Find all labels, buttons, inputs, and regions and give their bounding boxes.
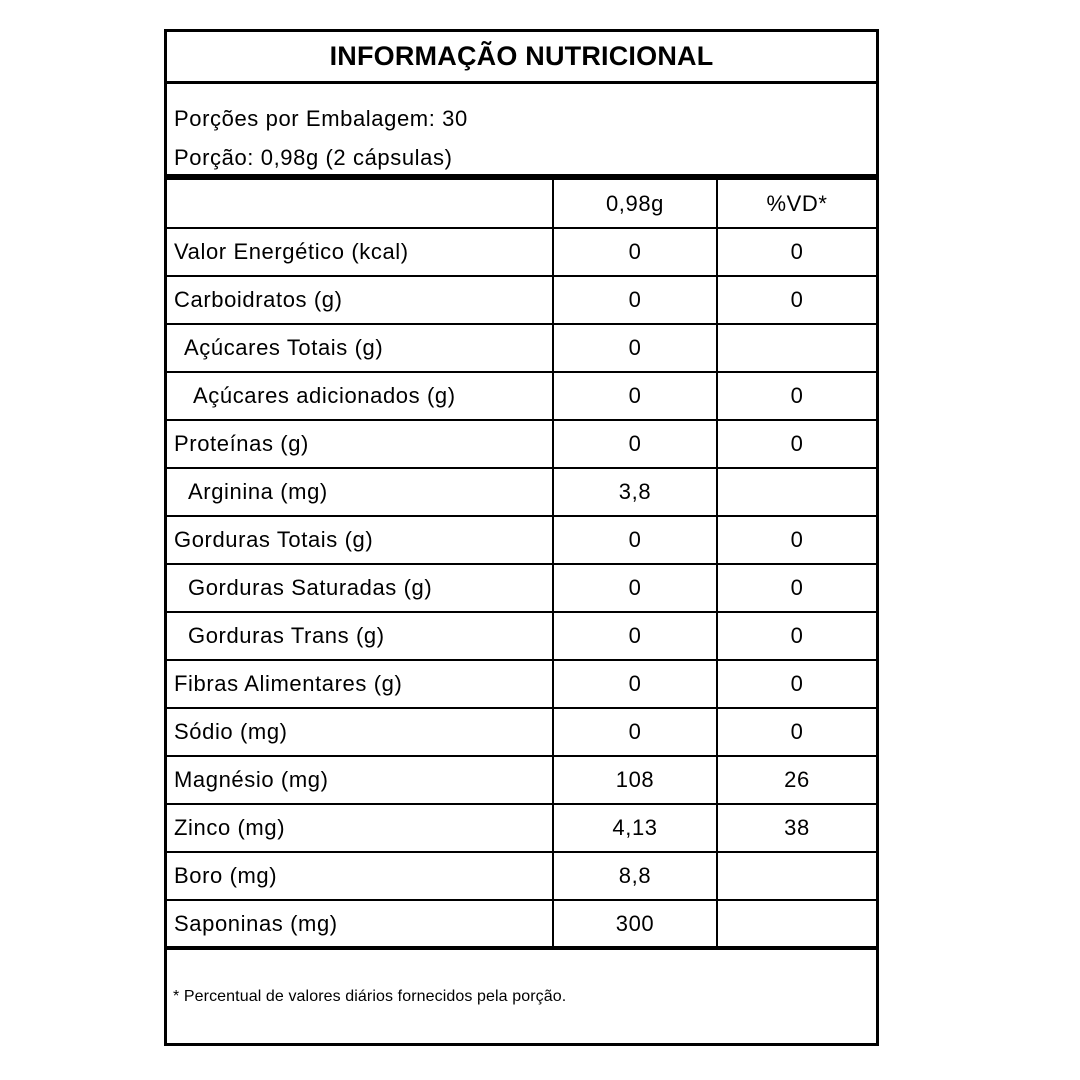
nutrient-amount: 0 <box>553 708 717 756</box>
nutrient-name: Carboidratos (g) <box>167 276 553 324</box>
table-row <box>167 420 876 468</box>
nutrient-dv: 0 <box>717 708 876 756</box>
nutrient-amount: 0 <box>553 612 717 660</box>
nutrient-dv <box>717 852 876 900</box>
nutrient-dv: 0 <box>717 276 876 324</box>
table-row <box>167 468 876 516</box>
nutrient-amount: 3,8 <box>553 468 717 516</box>
nutrient-amount: 0 <box>553 324 717 372</box>
nutrient-dv <box>717 900 876 948</box>
nutrient-dv: 0 <box>717 420 876 468</box>
label-title: INFORMAÇÃO NUTRICIONAL <box>167 32 876 84</box>
table-row <box>167 564 876 612</box>
table-row <box>167 324 876 372</box>
nutrient-name: Boro (mg) <box>167 852 553 900</box>
table-row <box>167 660 876 708</box>
table-row <box>167 708 876 756</box>
nutrient-amount: 0 <box>553 228 717 276</box>
footnote: * Percentual de valores diários fornecidos pela porção. <box>173 987 567 1005</box>
nutrient-amount: 0 <box>553 516 717 564</box>
nutrient-dv: 0 <box>717 612 876 660</box>
nutrient-amount: 0 <box>553 420 717 468</box>
table-row <box>167 372 876 420</box>
nutrient-amount: 300 <box>553 900 717 948</box>
nutrient-amount: 0 <box>553 660 717 708</box>
table-row <box>167 852 876 900</box>
nutrient-name: Magnésio (mg) <box>167 756 553 804</box>
nutrient-name: Valor Energético (kcal) <box>167 228 553 276</box>
nutrient-name: Sódio (mg) <box>167 708 553 756</box>
nutrient-dv: 0 <box>717 660 876 708</box>
nutrient-name: Gorduras Saturadas (g) <box>167 564 553 612</box>
servings-per-package: Porções por Embalagem: 30 <box>174 106 468 131</box>
nutrient-amount: 8,8 <box>553 852 717 900</box>
nutrition-facts-label <box>164 29 879 1046</box>
header-dv-cell: %VD* <box>717 180 876 228</box>
nutrient-name: Açúcares adicionados (g) <box>167 372 553 420</box>
nutrient-dv: 38 <box>717 804 876 852</box>
nutrient-name: Proteínas (g) <box>167 420 553 468</box>
nutrient-name: Arginina (mg) <box>167 468 553 516</box>
nutrient-name: Zinco (mg) <box>167 804 553 852</box>
table-row <box>167 612 876 660</box>
nutrient-amount: 0 <box>553 276 717 324</box>
serving-info <box>167 84 876 180</box>
header-amount-cell: 0,98g <box>553 180 717 228</box>
table-header-row <box>167 180 876 228</box>
table-row <box>167 756 876 804</box>
nutrient-table <box>167 180 876 950</box>
table-row <box>167 276 876 324</box>
nutrient-dv: 0 <box>717 228 876 276</box>
table-row <box>167 900 876 948</box>
nutrient-name: Gorduras Trans (g) <box>167 612 553 660</box>
nutrient-name: Saponinas (mg) <box>167 900 553 948</box>
nutrient-amount: 0 <box>553 372 717 420</box>
nutrient-amount: 4,13 <box>553 804 717 852</box>
nutrient-dv <box>717 324 876 372</box>
nutrient-name: Açúcares Totais (g) <box>167 324 553 372</box>
nutrient-name: Fibras Alimentares (g) <box>167 660 553 708</box>
nutrient-name: Gorduras Totais (g) <box>167 516 553 564</box>
nutrient-dv: 0 <box>717 516 876 564</box>
nutrient-dv <box>717 468 876 516</box>
serving-size: Porção: 0,98g (2 cápsulas) <box>174 145 453 170</box>
nutrient-dv: 0 <box>717 564 876 612</box>
table-row <box>167 516 876 564</box>
nutrient-dv: 26 <box>717 756 876 804</box>
table-row <box>167 228 876 276</box>
nutrient-amount: 108 <box>553 756 717 804</box>
table-row <box>167 804 876 852</box>
header-nutrient-cell <box>167 180 553 228</box>
nutrient-dv: 0 <box>717 372 876 420</box>
nutrient-amount: 0 <box>553 564 717 612</box>
